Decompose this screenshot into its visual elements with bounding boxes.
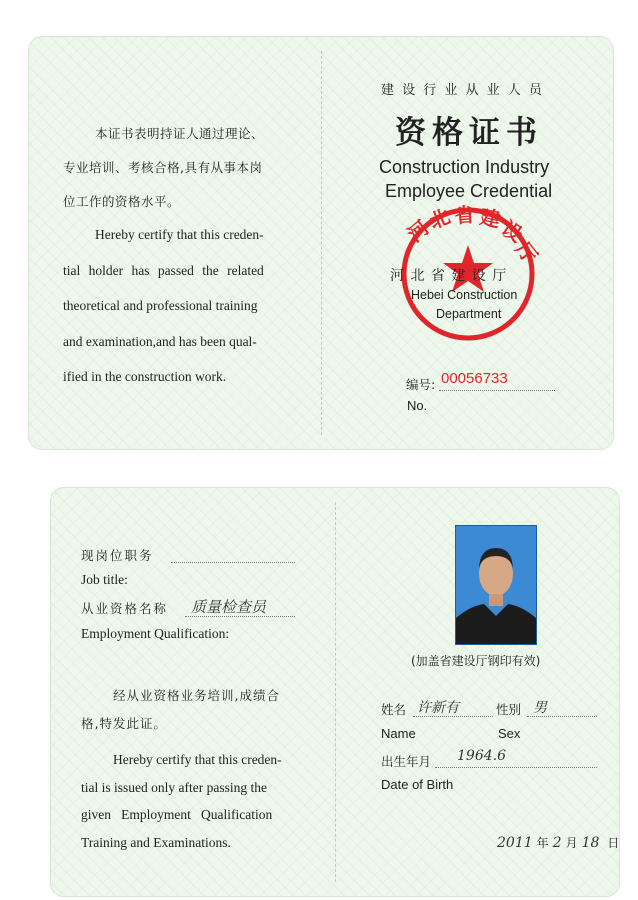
seal-inner-cn: 河 北 省 建 设 厅 [390, 268, 508, 284]
sex-label-cn: 性别 [496, 702, 522, 717]
date-month-unit: 月 [565, 836, 578, 850]
photo-caption: (加盖省建设厅钢印有效) [411, 654, 541, 668]
date-month: 2 [552, 835, 562, 851]
sex-label-en: Sex [498, 726, 521, 741]
credential-info-page [50, 487, 620, 897]
en-line: Hereby certify that this creden- [95, 227, 264, 242]
job-title-cn: 现岗位职务 [81, 548, 154, 563]
number-field [439, 370, 555, 391]
fold-line [335, 502, 336, 882]
cert-en-text [81, 746, 321, 856]
date-day: 18 [581, 835, 600, 851]
left-page-cn-text [63, 117, 303, 219]
date-year-unit: 年 [536, 836, 549, 850]
dob-field [435, 748, 597, 768]
dob-value: 1964.6 [457, 748, 506, 764]
en-line: given Employment Qualification [81, 807, 273, 822]
name-label-cn: 姓名 [381, 702, 407, 717]
svg-text:建: 建 [477, 204, 503, 233]
dob-label-cn: 出生年月 [381, 754, 432, 769]
qualification-value: 质量检查员 [191, 598, 267, 616]
sex-value: 男 [533, 700, 547, 716]
en-line: Hereby certify that this creden- [113, 752, 282, 767]
number-label-en: No. [407, 398, 428, 413]
en-line: theoretical and professional training [63, 298, 258, 313]
name-label-en: Name [381, 726, 416, 741]
left-page-en-text [63, 217, 293, 395]
number-label-cn: 编号: [406, 377, 436, 392]
seal-en-line1: Hebei Construction [411, 288, 518, 302]
cn-line: 本证书表明持证人通过理论、 [95, 126, 265, 141]
cert-cn-text [81, 682, 321, 738]
portrait-image [456, 526, 536, 644]
svg-text:省: 省 [453, 202, 476, 228]
svg-text:北: 北 [425, 203, 454, 234]
name-value: 许新有 [417, 700, 459, 716]
qualification-field [185, 596, 295, 617]
en-line: ified in the construction work. [63, 369, 227, 384]
date-day-unit: 日 [607, 836, 620, 850]
fold-line [321, 51, 322, 435]
en-line: tial holder has passed the related [63, 262, 264, 278]
en-line: and examination,and has been qual- [63, 333, 257, 349]
svg-text:河: 河 [402, 215, 434, 247]
title-cn: 资格证书 [395, 115, 543, 151]
holder-photo [455, 525, 537, 645]
date-year: 2011 [497, 835, 533, 851]
issue-date [497, 834, 619, 851]
name-field [413, 698, 493, 717]
svg-text:设: 设 [497, 215, 528, 247]
en-line: tial is issued only after passing the [81, 779, 267, 795]
subtitle-cn: 建 设 行 业 从 业 人 员 [381, 83, 544, 98]
title-en-line2: Employee Credential [385, 181, 553, 201]
sex-field [527, 698, 597, 717]
title-en-line1: Construction Industry [379, 157, 550, 177]
svg-text:厅: 厅 [511, 237, 543, 268]
credential-inner-spread [28, 36, 614, 450]
qualification-en: Employment Qualification: [81, 626, 230, 641]
cn-line: 位工作的资格水平。 [63, 194, 181, 209]
cn-line: 专业培训、考核合格,具有从事本岗 [63, 160, 263, 175]
en-line: Training and Examinations. [81, 834, 231, 850]
seal-en-line2: Department [436, 307, 502, 321]
cn-line: 经从业资格业务培训,成绩合 [113, 688, 280, 703]
cn-line: 格,特发此证。 [81, 716, 167, 731]
qualification-cn: 从业资格名称 [81, 601, 169, 616]
number-value: 00056733 [441, 370, 508, 387]
job-title-en: Job title: [81, 572, 128, 587]
dob-label-en: Date of Birth [381, 777, 454, 792]
job-title-field [171, 546, 295, 563]
